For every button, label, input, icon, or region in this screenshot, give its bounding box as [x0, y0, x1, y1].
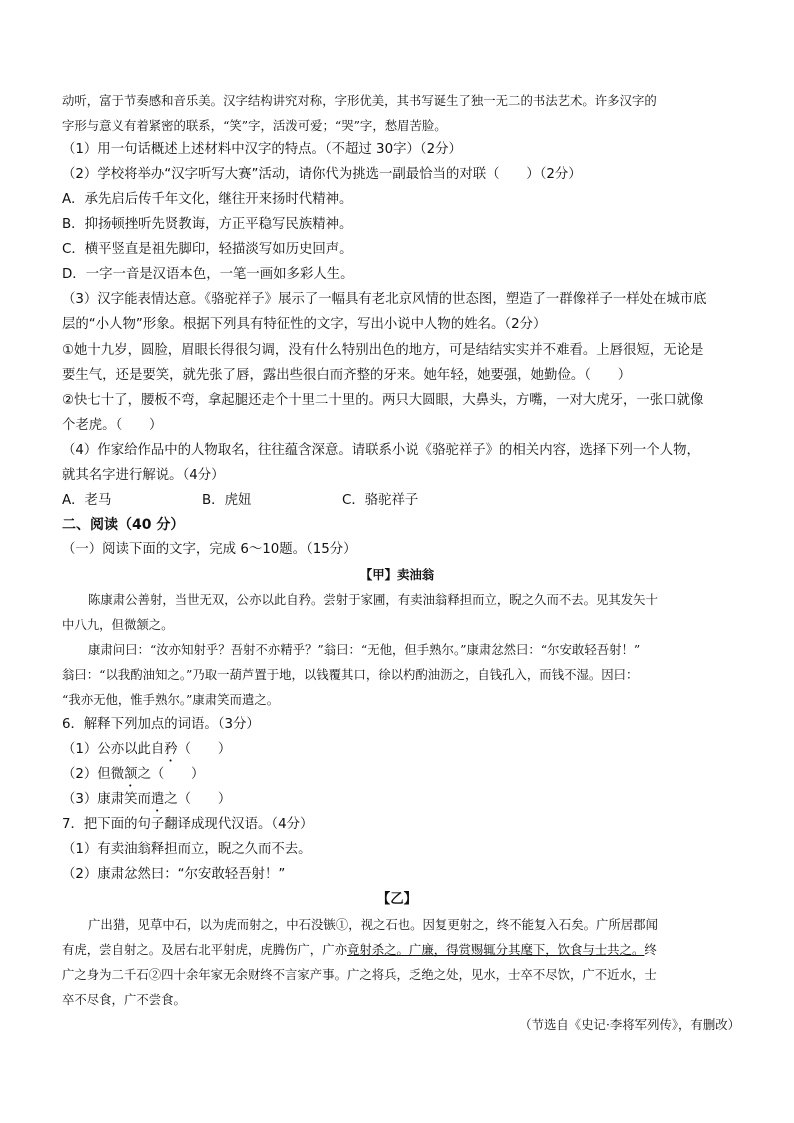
question-3-4: （4）作家给作品中的人物取名，往往蕴含深意。请联系小说《骆驼祥子》的相关内容，选择下列一个人物， — [62, 443, 700, 458]
question-6-3 — [62, 791, 742, 815]
q6-2-pre: （2）但微 — [62, 767, 125, 782]
section-heading: 二、阅读（40 分） — [62, 517, 185, 533]
question-6-2 — [62, 766, 742, 790]
question-7-2: （2）康肃忿然曰：“尔安敢轻吾射！” — [62, 867, 286, 882]
text-line: 动听，富于节奏感和音乐美。汉字结构讲究对称，字形优美，其书写诞生了独一无二的书法艺术。许多汉字的 — [62, 93, 657, 108]
question-6: 6．解释下列加点的词语。（3分） — [62, 717, 260, 732]
text-line: 个老虎。（ ） — [62, 418, 163, 433]
passage-line-pre: 有虎，尝自射之。及居右北平射虎，虎腾伤广，广亦 — [62, 942, 347, 957]
option-a: A．承先启后传千年文化，继往开来扬时代精神。 — [62, 192, 353, 207]
passage-line-post: 终 — [644, 942, 657, 957]
passage-line — [62, 941, 742, 959]
dotted-word: 颔 — [124, 767, 138, 782]
passage-line: 翁曰：“以我酌油知之。”乃取一葫芦置于地，以钱覆其口，徐以杓酌油沥之，自钱孔入，而钱不湿。因曰： — [62, 667, 639, 682]
question-3-1: （1）用一句话概述上述材料中汉字的特点。（不超过 30字）（2分） — [62, 142, 462, 157]
question-7-1: （1）有卖油翁释担而立，睨之久而不去。 — [62, 842, 312, 857]
text-line: ②快七十了，腰板不弯，拿起腿还走个十里二十里的。两只大圆眼，大鼻头，方嘴，一对大虎牙，一张口就像 — [62, 393, 704, 408]
text-line: ①她十九岁，圆脸，眉眼长得很匀调，没有什么特别出色的地方，可是结结实实并不难看。上唇很短，无论是 — [62, 343, 704, 358]
passage-line: 中八九，但微颔之。 — [62, 617, 174, 632]
q6-1-post: （ ） — [177, 742, 232, 757]
dotted-word: 矜 — [164, 742, 178, 757]
passage-line: 陈康肃公善射，当世无双，公亦以此自矜。尝射于家圃，有卖油翁释担而立，睨之久而不去。见其发矢十 — [88, 592, 658, 607]
passage-line: “我亦无他，惟手熟尔。”康肃笑而遣之。 — [62, 692, 280, 707]
underlined-sentence: 竟射杀之。广廉，得赏赐辄分其麾下，饮食与士共之。 — [346, 942, 645, 957]
choice-a: A．老马 — [62, 493, 112, 508]
option-c: C．横平竖直是祖先脚印，轻描淡写如历史回声。 — [62, 242, 353, 257]
q6-3-post: 之（ ） — [164, 792, 232, 807]
passage-line: 广之身为二千石②四十余年家无余财终不言家产事。广之将兵，乏绝之处，见水，士卒不尽饮，广不近水，士 — [62, 967, 657, 982]
question-7: 7．把下面的句子翻译成现代汉语。（4分） — [62, 817, 314, 832]
passage-title-jia: 【甲】卖油翁 — [359, 567, 435, 582]
source-note: （节选自《史记·李将军列传》，有删改） — [519, 1017, 740, 1032]
question-3-2: （2）学校将举办“汉字听写大赛”活动，请你代为挑选一副最恰当的对联（ ）（2分） — [62, 167, 582, 182]
option-b: B．抑扬顿挫听先贤教诲，方正平稳写民族精神。 — [62, 217, 353, 232]
q6-1-pre: （1）公亦以此自 — [62, 742, 165, 757]
text-line: 要生气，还是要笑，就先张了唇，露出些很白而齐整的牙来。她年轻，她要强，她勤俭。（ ） — [62, 368, 632, 383]
text-line: 字形与意义有着紧密的联系，“笑”字，活泼可爱；“哭”字，愁眉苦脸。 — [62, 118, 447, 133]
choice-c: C．骆驼祥子 — [342, 493, 419, 508]
passage-line: 康肃问曰：“汝亦知射乎？吾射不亦精乎？”翁曰：“无他，但手熟尔。”康肃忿然曰：“尔安敢轻吾射！” — [88, 642, 641, 657]
q6-2-post: 之（ ） — [137, 767, 205, 782]
choice-b: B．虎妞 — [202, 493, 252, 508]
text-line: 层的“小人物”形象。根据下列具有特征性的文字，写出小说中人物的姓名。（2分） — [62, 317, 547, 332]
dotted-word: 遣 — [150, 792, 165, 807]
passage-line: 广出猎，见草中石，以为虎而射之，中石没镞①，视之石也。因复更射之，终不能复入石矣。广所居郡闻 — [88, 917, 658, 932]
text-line: 就其名字进行解说。（4分） — [62, 468, 225, 483]
question-3-3: （3）汉字能表情达意。《骆驼祥子》展示了一幅具有老北京风情的世态图，塑造了一群像祥子一样处在城市底 — [62, 292, 707, 307]
passage-title-yi: 【乙】 — [376, 892, 418, 907]
subsection-heading: （一）阅读下面的文字，完成 6～10题。（15分） — [62, 542, 357, 557]
passage-line: 卒不尽食，广不尝食。 — [62, 992, 186, 1007]
question-6-1 — [62, 741, 742, 765]
q6-3-pre: （3）康肃笑而 — [62, 792, 151, 807]
option-d: D．一字一音是汉语本色，一笔一画如多彩人生。 — [62, 267, 354, 282]
